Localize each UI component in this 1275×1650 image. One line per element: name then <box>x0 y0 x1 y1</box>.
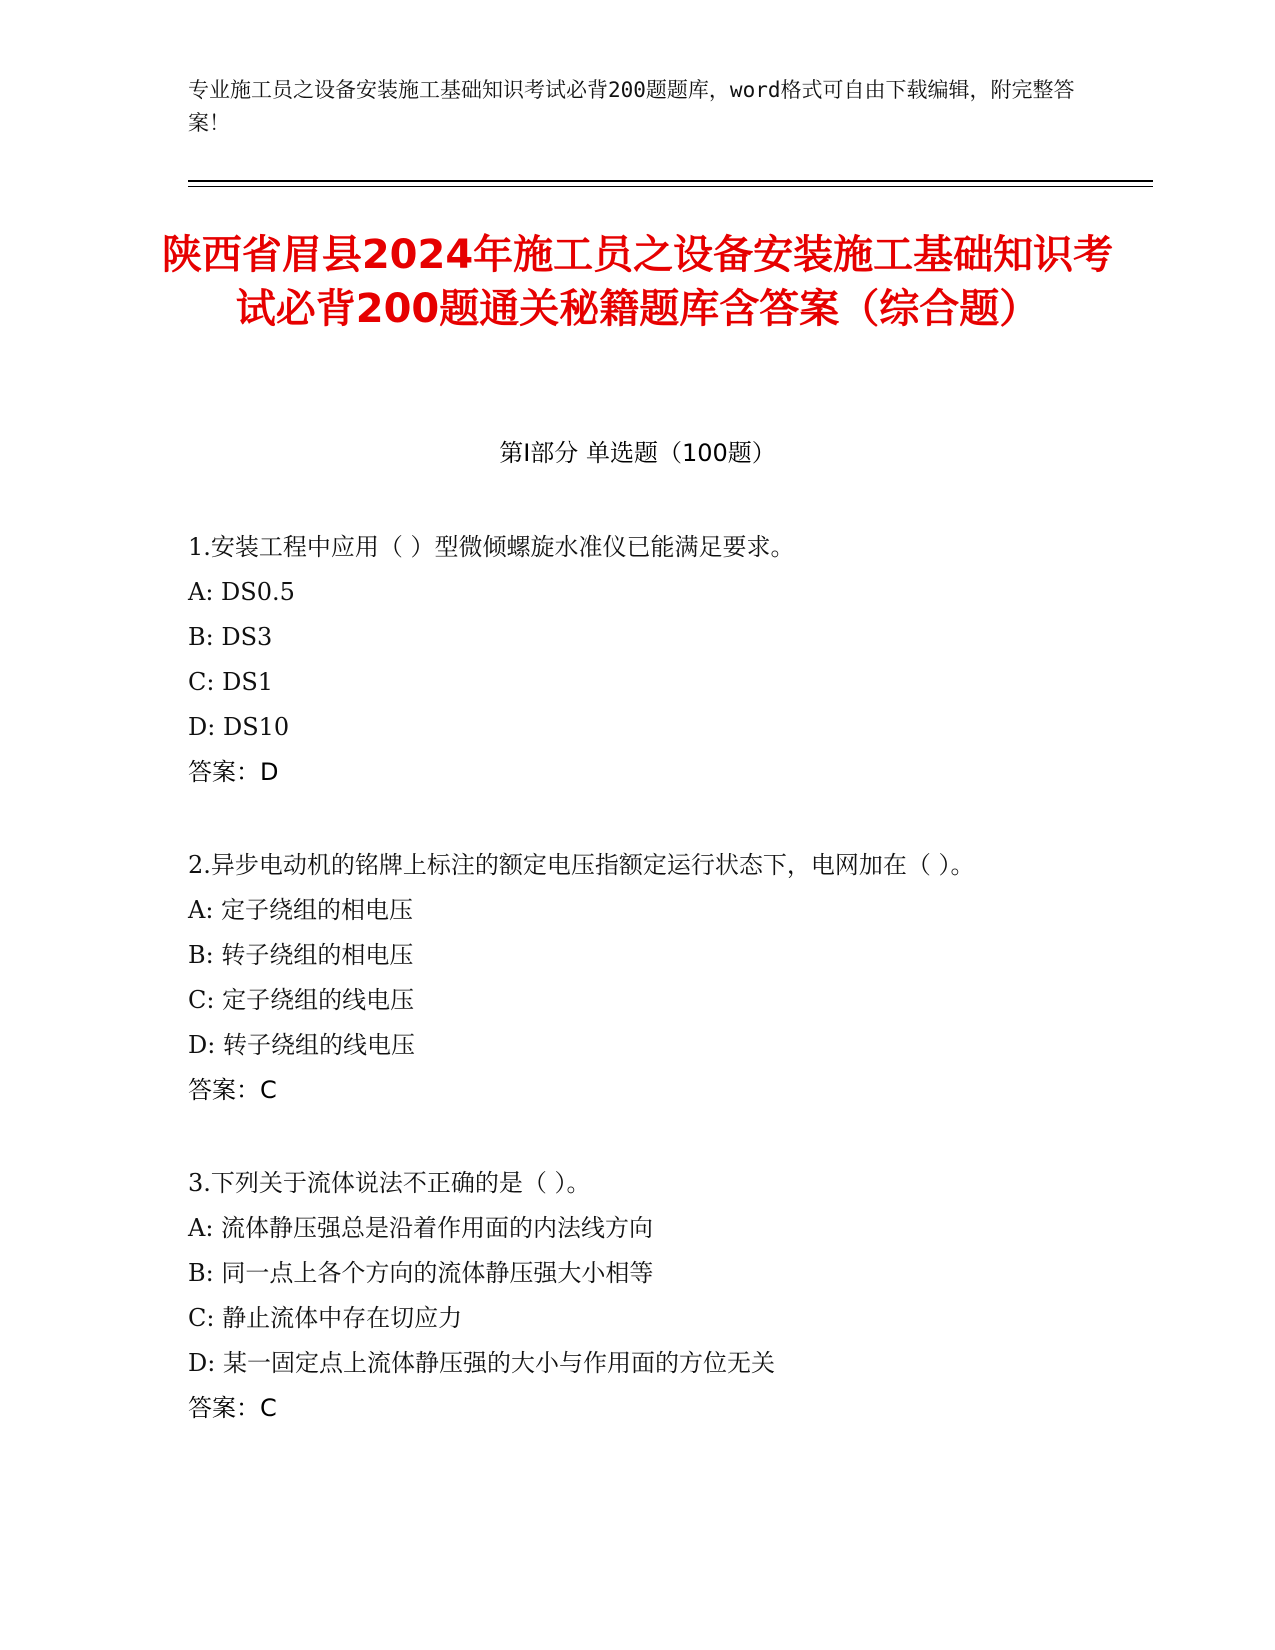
option-a: A: 流体静压强总是沿着作用面的内法线方向 <box>188 1214 654 1242</box>
answer-line: 答案：C <box>188 1076 277 1104</box>
question-list <box>188 525 1088 1479</box>
option-b: B: 转子绕组的相电压 <box>188 941 414 969</box>
header-note: 专业施工员之设备安装施工基础知识考试必背200题题库，word格式可自由下载编辑，附完整答案！ <box>188 78 1075 135</box>
question-stem: 1.安装工程中应用（ ）型微倾螺旋水准仪已能满足要求。 <box>188 533 795 561</box>
option-b: B: 同一点上各个方向的流体静压强大小相等 <box>188 1259 654 1287</box>
option-d: D: 某一固定点上流体静压强的大小与作用面的方位无关 <box>188 1349 775 1377</box>
option-c: C: 定子绕组的线电压 <box>188 986 415 1014</box>
option-d: D: DS10 <box>188 713 290 741</box>
question-1 <box>188 525 1088 795</box>
section-heading: 第I部分 单选题（100题） <box>499 439 776 467</box>
header-divider-thin <box>188 186 1153 187</box>
answer-line: 答案：C <box>188 1394 277 1422</box>
option-d: D: 转子绕组的线电压 <box>188 1031 415 1059</box>
question-stem: 2.异步电动机的铭牌上标注的额定电压指额定运行状态下，电网加在（ ）。 <box>188 851 975 879</box>
option-b: B: DS3 <box>188 623 273 651</box>
option-a: A: 定子绕组的相电压 <box>188 896 414 924</box>
answer-line: 答案：D <box>188 758 279 786</box>
document-title: 陕西省眉县2024年施工员之设备安装施工基础知识考试必背200题通关秘籍题库含答案（综合题） <box>161 232 1114 332</box>
question-stem: 3.下列关于流体说法不正确的是（ ）。 <box>188 1169 591 1197</box>
header-divider-thick <box>188 180 1153 182</box>
question-3 <box>188 1161 1088 1431</box>
question-2 <box>188 843 1088 1113</box>
option-c: C: DS1 <box>188 668 274 696</box>
option-a: A: DS0.5 <box>188 578 295 606</box>
option-c: C: 静止流体中存在切应力 <box>188 1304 463 1332</box>
